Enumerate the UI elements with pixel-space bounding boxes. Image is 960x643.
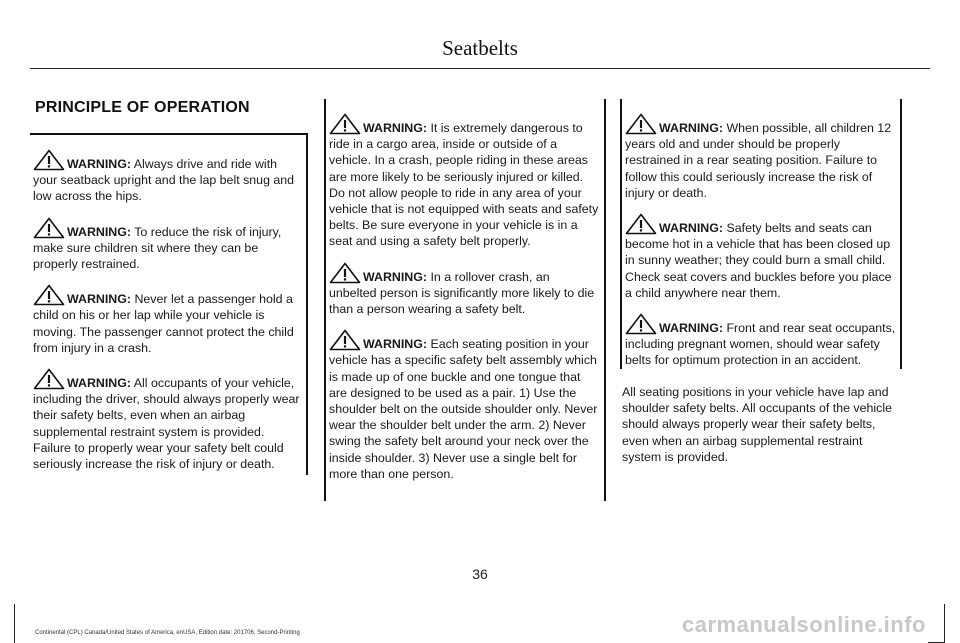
warning-paragraph (33, 284, 302, 356)
warning-triangle-icon (33, 368, 65, 390)
warning-text: In a rollover crash, an unbelted person is significantly more likely to die than a person wearing a safety belt. (329, 269, 595, 317)
watermark: carmanualsonline.info (682, 612, 926, 637)
body-paragraph: All seating positions in your vehicle have lap and shoulder safety belts. All occupants of the vehicle should always properly wear their safety belts, even when an airbag supplemental restraint system is provided. (622, 385, 892, 464)
warning-label: WARNING: (659, 221, 724, 236)
warning-label: WARNING: (67, 224, 132, 239)
warning-paragraph (33, 217, 302, 273)
warning-text: Each seating position in your vehicle has a specific safety belt assembly which is made up of one buckle and one tongue that are designed to be used as a pair. 1) Use the shoulder belt on the outside shoulder only. Never wear the shoulder belt under the arm. 2) Never swing the safety belt around your neck over the inside shoulder. 3) Never use a single belt for more than one person. (329, 337, 598, 481)
warning-text: All occupants of your vehicle, including the driver, should always properly wear their safety belts, even when an airbag supplemental restraint system is provided. Failure to properly wear your safety belt could seriously increase the risk of injury or death. (33, 376, 300, 472)
crop-mark-right (944, 604, 945, 643)
warning-label: WARNING: (67, 292, 132, 307)
warning-paragraph (625, 113, 896, 201)
warning-label: WARNING: (67, 376, 132, 391)
warning-label: WARNING: (363, 121, 428, 135)
warning-triangle-icon (625, 313, 657, 335)
page-title: Seatbelts (442, 36, 518, 60)
warning-paragraph (625, 213, 896, 301)
warning-paragraph (329, 113, 600, 250)
page-number: 36 (472, 566, 488, 582)
crop-mark-left (14, 604, 15, 643)
warning-text: Safety belts and seats can become hot in a vehicle that has been closed up in sunny weather; they could burn a small child. Check seat covers and buckles before you place a child anywhere near them. (625, 221, 892, 300)
warning-paragraph (33, 149, 302, 205)
warning-text: Always drive and ride with your seatback upright and the lap belt snug and low across the hips. (33, 157, 295, 204)
warning-text: When possible, all children 12 years old and under should be properly restrained in a rear seating position. Failure to follow this could seriously increase the risk of injury or death. (625, 121, 892, 200)
header-rule (30, 68, 930, 69)
warning-triangle-icon (33, 284, 65, 306)
warning-triangle-icon (329, 113, 361, 135)
warning-label: WARNING: (363, 337, 428, 352)
warning-triangle-icon (329, 262, 361, 284)
warning-text: Front and rear seat occupants, including pregnant women, should wear safety belts for optimum protection in an accident. (625, 321, 896, 368)
warning-text: To reduce the risk of injury, make sure children sit where they can be properly restrained. (33, 224, 282, 272)
warning-paragraph (33, 368, 302, 472)
section-heading: PRINCIPLE OF OPERATION (35, 99, 250, 116)
warning-triangle-icon (625, 213, 657, 235)
warning-label: WARNING: (659, 321, 724, 336)
warning-column-1 (30, 133, 308, 475)
warning-label: WARNING: (363, 269, 428, 284)
warning-label: WARNING: (659, 121, 724, 135)
warning-paragraph (625, 313, 896, 369)
warning-paragraph (329, 262, 600, 318)
warning-column-2 (324, 99, 606, 501)
edition-footer: Continental (CPL) Canada/United States of America, enUSA, Edition date: 201706, Second-Printing (35, 630, 300, 636)
warning-column-3 (620, 99, 902, 369)
warning-label: WARNING: (67, 157, 132, 171)
warning-paragraph (329, 329, 600, 482)
warning-triangle-icon (329, 329, 361, 351)
warning-text: Never let a passenger hold a child on his or her lap while your vehicle is moving. The passenger cannot protect the child from injury in a crash. (33, 292, 294, 355)
warning-triangle-icon (33, 149, 65, 171)
warning-text: It is extremely dangerous to ride in a cargo area, inside or outside of a vehicle. In a crash, people riding in these areas are more likely to be seriously injured or killed. Do not allow people to ride in any area of your vehicle that is not equipped with seats and safety belts. Be sure everyone in your vehicle is in a seat and using a safety belt properly. (329, 121, 599, 249)
warning-triangle-icon (33, 217, 65, 239)
warning-triangle-icon (625, 113, 657, 135)
